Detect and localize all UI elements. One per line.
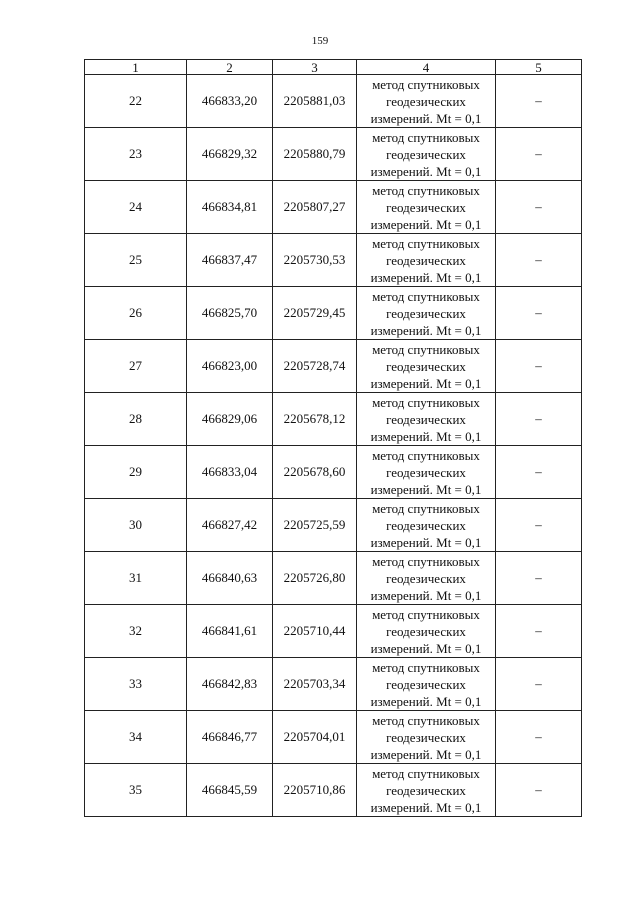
method-line: геодезических xyxy=(386,570,466,586)
method-line: метод спутниковых xyxy=(372,659,480,675)
column-header: 2 xyxy=(187,60,273,75)
method-cell xyxy=(357,75,496,128)
method-cell xyxy=(357,393,496,446)
method-cell xyxy=(357,287,496,340)
method-line: метод спутниковых xyxy=(372,341,480,357)
point-number-cell: 24 xyxy=(85,181,187,234)
point-number-cell: 23 xyxy=(85,128,187,181)
method-cell xyxy=(357,446,496,499)
y-coordinate-cell: 2205704,01 xyxy=(273,711,357,764)
note-cell: – xyxy=(496,711,582,764)
table-row xyxy=(85,340,582,393)
point-number-cell: 30 xyxy=(85,499,187,552)
method-line: измерений. Mt = 0,1 xyxy=(370,110,482,126)
method-line: измерений. Mt = 0,1 xyxy=(370,746,482,762)
method-line: геодезических xyxy=(386,199,466,215)
point-number-cell: 31 xyxy=(85,552,187,605)
y-coordinate-cell: 2205710,86 xyxy=(273,764,357,817)
table-row xyxy=(85,234,582,287)
note-cell: – xyxy=(496,552,582,605)
method-line: измерений. Mt = 0,1 xyxy=(370,428,482,444)
method-line: метод спутниковых xyxy=(372,235,480,251)
method-line: измерений. Mt = 0,1 xyxy=(370,534,482,550)
method-line: метод спутниковых xyxy=(372,288,480,304)
note-cell: – xyxy=(496,234,582,287)
table-header-row xyxy=(85,60,582,75)
x-coordinate-cell: 466827,42 xyxy=(187,499,273,552)
method-line: метод спутниковых xyxy=(372,182,480,198)
note-cell: – xyxy=(496,658,582,711)
x-coordinate-cell: 466845,59 xyxy=(187,764,273,817)
x-coordinate-cell: 466829,06 xyxy=(187,393,273,446)
x-coordinate-cell: 466842,83 xyxy=(187,658,273,711)
method-line: метод спутниковых xyxy=(372,712,480,728)
x-coordinate-cell: 466825,70 xyxy=(187,287,273,340)
note-cell: – xyxy=(496,764,582,817)
note-cell: – xyxy=(496,499,582,552)
y-coordinate-cell: 2205730,53 xyxy=(273,234,357,287)
method-cell xyxy=(357,234,496,287)
method-line: измерений. Mt = 0,1 xyxy=(370,481,482,497)
method-line: геодезических xyxy=(386,252,466,268)
method-line: метод спутниковых xyxy=(372,553,480,569)
note-cell: – xyxy=(496,446,582,499)
method-cell xyxy=(357,658,496,711)
method-line: геодезических xyxy=(386,729,466,745)
method-line: измерений. Mt = 0,1 xyxy=(370,322,482,338)
method-line: измерений. Mt = 0,1 xyxy=(370,269,482,285)
method-line: измерений. Mt = 0,1 xyxy=(370,799,482,815)
table-row xyxy=(85,287,582,340)
page-number: 159 xyxy=(311,35,329,47)
method-line: геодезических xyxy=(386,623,466,639)
column-header: 1 xyxy=(85,60,187,75)
note-cell: – xyxy=(496,75,582,128)
method-line: метод спутниковых xyxy=(372,500,480,516)
method-cell xyxy=(357,552,496,605)
method-line: геодезических xyxy=(386,93,466,109)
point-number-cell: 26 xyxy=(85,287,187,340)
method-line: геодезических xyxy=(386,517,466,533)
method-line: геодезических xyxy=(386,464,466,480)
y-coordinate-cell: 2205726,80 xyxy=(273,552,357,605)
y-coordinate-cell: 2205710,44 xyxy=(273,605,357,658)
x-coordinate-cell: 466834,81 xyxy=(187,181,273,234)
point-number-cell: 33 xyxy=(85,658,187,711)
note-cell: – xyxy=(496,393,582,446)
method-line: метод спутниковых xyxy=(372,394,480,410)
method-cell xyxy=(357,711,496,764)
method-line: геодезических xyxy=(386,782,466,798)
table-row xyxy=(85,711,582,764)
note-cell: – xyxy=(496,340,582,393)
point-number-cell: 28 xyxy=(85,393,187,446)
point-number-cell: 27 xyxy=(85,340,187,393)
method-line: геодезических xyxy=(386,676,466,692)
method-line: измерений. Mt = 0,1 xyxy=(370,163,482,179)
y-coordinate-cell: 2205725,59 xyxy=(273,499,357,552)
x-coordinate-cell: 466829,32 xyxy=(187,128,273,181)
table-row xyxy=(85,658,582,711)
method-line: измерений. Mt = 0,1 xyxy=(370,693,482,709)
table-row xyxy=(85,552,582,605)
y-coordinate-cell: 2205729,45 xyxy=(273,287,357,340)
table-body xyxy=(85,75,582,817)
point-number-cell: 29 xyxy=(85,446,187,499)
y-coordinate-cell: 2205880,79 xyxy=(273,128,357,181)
column-header: 5 xyxy=(496,60,582,75)
method-cell xyxy=(357,181,496,234)
y-coordinate-cell: 2205807,27 xyxy=(273,181,357,234)
x-coordinate-cell: 466823,00 xyxy=(187,340,273,393)
y-coordinate-cell: 2205881,03 xyxy=(273,75,357,128)
table-row xyxy=(85,181,582,234)
x-coordinate-cell: 466846,77 xyxy=(187,711,273,764)
method-line: геодезических xyxy=(386,305,466,321)
x-coordinate-cell: 466833,20 xyxy=(187,75,273,128)
method-line: геодезических xyxy=(386,146,466,162)
point-number-cell: 32 xyxy=(85,605,187,658)
column-header: 3 xyxy=(273,60,357,75)
coordinates-table xyxy=(84,59,582,817)
method-line: метод спутниковых xyxy=(372,606,480,622)
table-row xyxy=(85,393,582,446)
table-row xyxy=(85,75,582,128)
method-line: метод спутниковых xyxy=(372,129,480,145)
table-row xyxy=(85,446,582,499)
table-row xyxy=(85,605,582,658)
method-cell xyxy=(357,128,496,181)
x-coordinate-cell: 466837,47 xyxy=(187,234,273,287)
method-line: геодезических xyxy=(386,411,466,427)
method-line: метод спутниковых xyxy=(372,76,480,92)
method-line: геодезических xyxy=(386,358,466,374)
method-line: измерений. Mt = 0,1 xyxy=(370,216,482,232)
note-cell: – xyxy=(496,287,582,340)
point-number-cell: 25 xyxy=(85,234,187,287)
table-row xyxy=(85,764,582,817)
method-line: измерений. Mt = 0,1 xyxy=(370,640,482,656)
method-cell xyxy=(357,605,496,658)
y-coordinate-cell: 2205703,34 xyxy=(273,658,357,711)
method-line: метод спутниковых xyxy=(372,447,480,463)
method-line: измерений. Mt = 0,1 xyxy=(370,375,482,391)
note-cell: – xyxy=(496,128,582,181)
x-coordinate-cell: 466841,61 xyxy=(187,605,273,658)
method-cell xyxy=(357,499,496,552)
point-number-cell: 35 xyxy=(85,764,187,817)
table-row xyxy=(85,499,582,552)
table-row xyxy=(85,128,582,181)
point-number-cell: 34 xyxy=(85,711,187,764)
y-coordinate-cell: 2205678,12 xyxy=(273,393,357,446)
method-cell xyxy=(357,764,496,817)
x-coordinate-cell: 466840,63 xyxy=(187,552,273,605)
method-line: измерений. Mt = 0,1 xyxy=(370,587,482,603)
column-header: 4 xyxy=(357,60,496,75)
x-coordinate-cell: 466833,04 xyxy=(187,446,273,499)
method-cell xyxy=(357,340,496,393)
note-cell: – xyxy=(496,181,582,234)
method-line: метод спутниковых xyxy=(372,765,480,781)
y-coordinate-cell: 2205728,74 xyxy=(273,340,357,393)
y-coordinate-cell: 2205678,60 xyxy=(273,446,357,499)
note-cell: – xyxy=(496,605,582,658)
point-number-cell: 22 xyxy=(85,75,187,128)
